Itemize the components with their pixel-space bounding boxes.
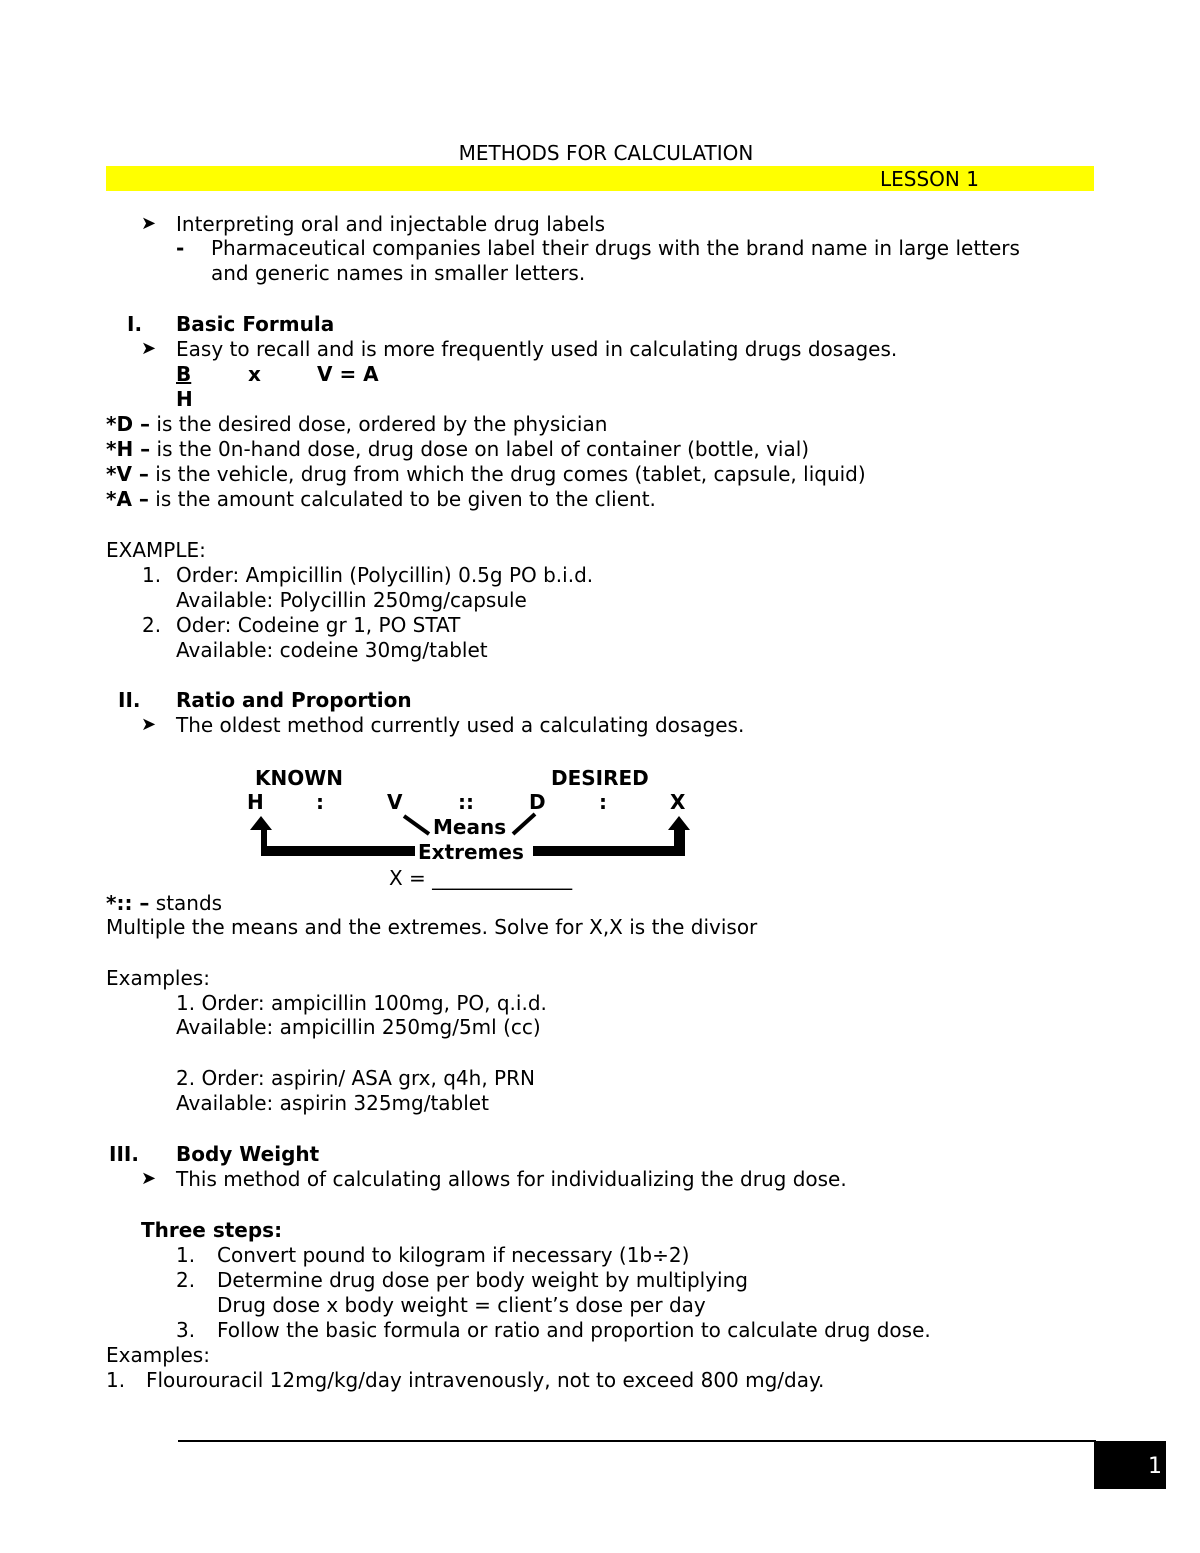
arrow-bullet-icon: ➤ [141, 714, 157, 735]
diagram-x: X [670, 790, 686, 814]
step-3-num: 3. [176, 1318, 196, 1342]
diagram-v: V [387, 790, 403, 814]
ratio-example-1-line1: 1. Order: ampicillin 100mg, PO, q.i.d. [176, 991, 547, 1015]
intro-dash-line1: Pharmaceutical companies label their drugs with the brand name in large letters [211, 236, 1020, 260]
step-1-num: 1. [176, 1243, 196, 1267]
section1-heading: Basic Formula [176, 312, 335, 336]
arrow-bullet-icon: ➤ [141, 1168, 157, 1189]
step-2-num: 2. [176, 1268, 196, 1292]
example-2-line2: Available: codeine 30mg/tablet [176, 638, 488, 662]
arrow-bullet-icon: ➤ [141, 338, 157, 359]
example-2-num: 2. [142, 613, 162, 637]
diagram-desired: DESIRED [551, 766, 649, 790]
diagram-known: KNOWN [255, 766, 344, 790]
diagram-x-equals: X = ______________ [389, 866, 573, 890]
example-1-line1: Order: Ampicillin (Polycillin) 0.5g PO b.i.d. [176, 563, 594, 587]
multiply-line: Multiple the means and the extremes. Solve for X,X is the divisor [106, 915, 758, 939]
section1-numeral: I. [127, 312, 143, 336]
ratio-example-2-line2: Available: aspirin 325mg/tablet [176, 1091, 489, 1115]
section2-bullet: The oldest method currently used a calculating dosages. [176, 713, 745, 737]
diagram-double-colon: :: [458, 790, 474, 814]
footer-rule [178, 1440, 1096, 1442]
ratio-example-1-line2: Available: ampicillin 250mg/5ml (cc) [176, 1015, 541, 1039]
section1-bullet: Easy to recall and is more frequently used in calculating drugs dosages. [176, 337, 898, 361]
def-d: *D – is the desired dose, ordered by the physician [106, 412, 608, 436]
extremes-arrow-right [533, 816, 690, 856]
lesson-label: LESSON 1 [880, 167, 979, 191]
example-2-line1: Oder: Codeine gr 1, PO STAT [176, 613, 461, 637]
step-2-line2: Drug dose x body weight = client’s dose per day [217, 1293, 706, 1317]
formula-b: B [176, 362, 192, 386]
means-line-left [404, 816, 429, 834]
step-3-text: Follow the basic formula or ratio and proportion to calculate drug dose. [217, 1318, 931, 1342]
dash-icon: - [176, 236, 185, 260]
section3-heading: Body Weight [176, 1142, 320, 1166]
diagram-means: Means [433, 815, 507, 839]
extremes-arrow-left [250, 816, 415, 856]
intro-bullet: Interpreting oral and injectable drug labels [176, 212, 606, 236]
diagram-h: H [247, 790, 264, 814]
diagram-d: D [529, 790, 546, 814]
section2-examples-label: Examples: [106, 966, 210, 990]
section3-numeral: III. [109, 1142, 139, 1166]
example-1-num: 1. [142, 563, 162, 587]
steps-heading: Three steps: [141, 1218, 283, 1242]
def-h: *H – is the 0n-hand dose, drug dose on label of container (bottle, vial) [106, 437, 810, 461]
means-line-right [513, 814, 535, 834]
section3-bullet: This method of calculating allows for individualizing the drug dose. [176, 1167, 847, 1191]
section2-heading: Ratio and Proportion [176, 688, 412, 712]
arrow-bullet-icon: ➤ [141, 213, 157, 234]
section2-numeral: II. [118, 688, 141, 712]
stands-line: *:: – stands [106, 891, 223, 915]
diagram-colon-2: : [599, 790, 607, 814]
def-a: *A – is the amount calculated to be given to the client. [106, 487, 656, 511]
example-1-line2: Available: Polycillin 250mg/capsule [176, 588, 527, 612]
ratio-example-2-line1: 2. Order: aspirin/ ASA grx, q4h, PRN [176, 1066, 535, 1090]
section3-example-text: Flourouracil 12mg/kg/day intravenously, not to exceed 800 mg/day. [146, 1368, 825, 1392]
formula-va: V = A [317, 362, 379, 386]
formula-x: x [248, 362, 261, 386]
section3-example-num: 1. [106, 1368, 126, 1392]
example-label: EXAMPLE: [106, 538, 206, 562]
formula-h: H [176, 387, 193, 411]
diagram-colon-1: : [316, 790, 324, 814]
diagram-extremes: Extremes [418, 840, 524, 864]
step-1-text: Convert pound to kilogram if necessary (1b÷2) [217, 1243, 690, 1267]
step-2-line1: Determine drug dose per body weight by multiplying [217, 1268, 748, 1292]
def-v: *V – is the vehicle, drug from which the drug comes (tablet, capsule, liquid) [106, 462, 866, 486]
page-title: METHODS FOR CALCULATION [458, 141, 754, 165]
section3-examples-label: Examples: [106, 1343, 210, 1367]
intro-dash-line2: and generic names in smaller letters. [211, 261, 586, 285]
page-number: 1 [1148, 1454, 1162, 1479]
